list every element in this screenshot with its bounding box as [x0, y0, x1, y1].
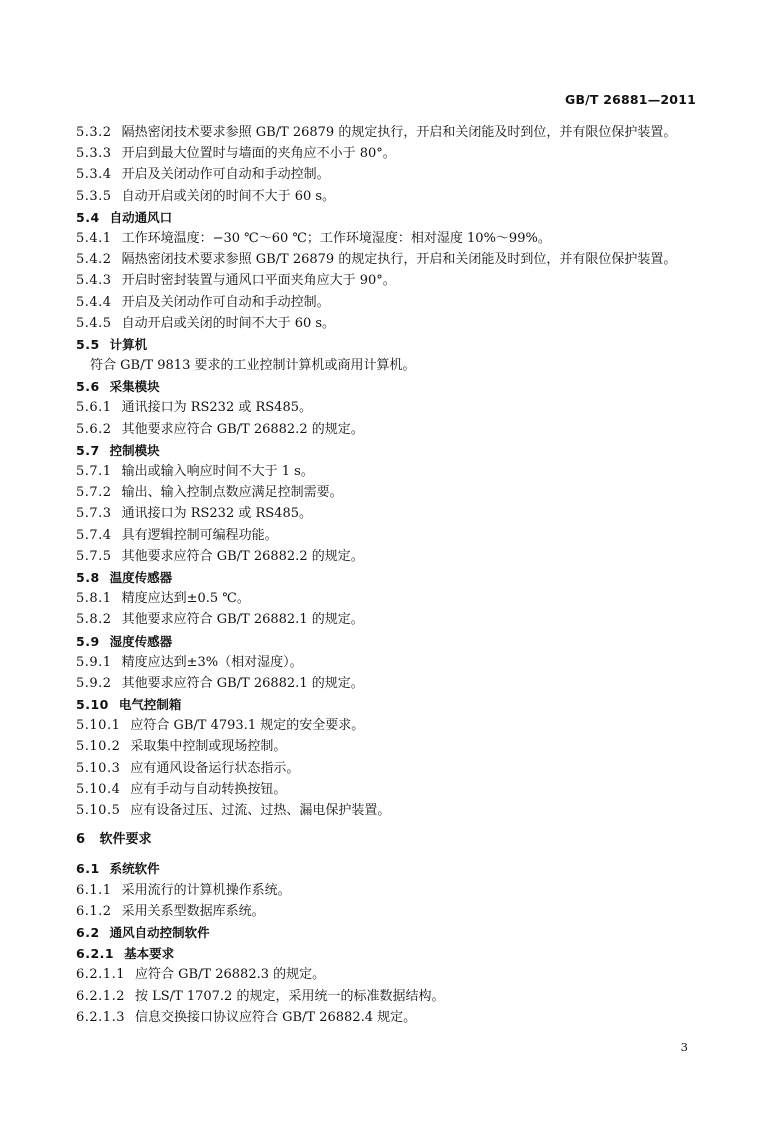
- clause-text: 开启时密封装置与通风口平面夹角应大于 90°。: [121, 273, 396, 289]
- document-body: [76, 122, 706, 1028]
- clause-line: [76, 715, 706, 736]
- clause-number: 6: [76, 832, 86, 848]
- clause-text: 自动通风口: [109, 209, 173, 225]
- clause-number: 5.6: [76, 379, 100, 395]
- clause-number: 5.7.4: [76, 527, 112, 543]
- clause-text: 应有通风设备运行状态指示。: [130, 760, 300, 776]
- clause-text: 应符合 GB/T 26882.3 的规定。: [134, 967, 326, 983]
- clause-text: 自动开启或关闭的时间不大于 60 s。: [121, 315, 336, 331]
- clause-number: 5.9.1: [76, 654, 112, 670]
- clause-text: 电气控制箱: [118, 697, 182, 713]
- clause-text: 系统软件: [109, 861, 160, 877]
- clause-number: 5.7.2: [76, 485, 112, 501]
- clause-number: 5.3.4: [76, 167, 112, 183]
- clause-line: [76, 313, 706, 334]
- clause-text: 其他要求应符合 GB/T 26882.1 的规定。: [121, 612, 364, 628]
- clause-number: 5.5: [76, 336, 100, 352]
- clause-text: 计算机: [109, 336, 148, 352]
- clause-text: 应有设备过压、过流、过热、漏电保护装置。: [130, 803, 391, 818]
- clause-text: 精度应达到±0.5 ℃。: [121, 591, 250, 607]
- clause-line: [76, 482, 706, 503]
- clause-text: 通讯接口为 RS232 或 RS485。: [121, 400, 312, 416]
- clause-text: 采用关系型数据库系统。: [121, 903, 265, 919]
- clause-number: 5.7.3: [76, 506, 112, 522]
- clause-line: [76, 736, 706, 757]
- clause-line: [76, 758, 706, 779]
- clause-number: 5.3.2: [76, 125, 112, 140]
- clause-text: 开启及关闭动作可自动和手动控制。: [121, 167, 330, 183]
- section-heading: [76, 631, 706, 652]
- section-heading: [76, 829, 706, 850]
- clause-line: [76, 249, 706, 270]
- clause-text: 应有手动与自动转换按钮。: [130, 781, 287, 797]
- section-heading: [76, 440, 706, 461]
- clause-line: [76, 1007, 706, 1028]
- clause-number: 5.10.3: [76, 760, 121, 776]
- clause-text: 其他要求应符合 GB/T 26882.2 的规定。: [121, 548, 364, 564]
- section-heading: [76, 334, 706, 355]
- clause-number: 5.3.5: [76, 188, 112, 204]
- clause-number: 6.1.1: [76, 882, 112, 898]
- clause-number: 5.7.5: [76, 548, 112, 564]
- clause-number: 5.4.4: [76, 294, 112, 310]
- section-heading: [76, 858, 706, 879]
- clause-line: [76, 546, 706, 567]
- section-heading: [76, 943, 706, 964]
- clause-number: 5.4.1: [76, 230, 112, 246]
- clause-text: 按 LS/T 1707.2 的规定，采用统一的标准数据结构。: [134, 988, 445, 1004]
- clause-line: [76, 397, 706, 418]
- clause-line: [76, 355, 706, 376]
- clause-number: 5.4.2: [76, 252, 112, 268]
- clause-number: 6.2.1.2: [76, 988, 125, 1004]
- clause-number: 5.10.1: [76, 718, 121, 734]
- clause-number: 5.7.1: [76, 464, 112, 479]
- clause-line: [76, 588, 706, 609]
- clause-text: 采集模块: [109, 379, 160, 395]
- clause-line: [76, 122, 706, 143]
- clause-number: 5.8: [76, 569, 100, 585]
- clause-number: 5.3.3: [76, 146, 112, 162]
- clause-number: 5.10.4: [76, 781, 121, 797]
- clause-number: 6.2.1.3: [76, 1009, 125, 1025]
- clause-number: 5.7: [76, 442, 100, 458]
- clause-text: 精度应达到±3%（相对湿度）。: [121, 654, 303, 670]
- clause-line: [76, 292, 706, 313]
- section-heading: [76, 922, 706, 943]
- clause-number: 5.10: [76, 697, 109, 713]
- clause-line: [76, 228, 706, 249]
- clause-number: 6.1: [76, 861, 100, 877]
- clause-line: [76, 779, 706, 800]
- section-heading: [76, 207, 706, 228]
- clause-line: [76, 800, 706, 821]
- clause-number: 5.4: [76, 209, 100, 225]
- clause-number: 5.8.1: [76, 591, 112, 607]
- clause-text: 具有逻辑控制可编程功能。: [121, 527, 278, 543]
- document-id: GB/T 26881—2011: [564, 92, 696, 107]
- clause-line: [76, 986, 706, 1007]
- clause-line: [76, 609, 706, 630]
- clause-number: 5.9.2: [76, 675, 112, 691]
- clause-text: 温度传感器: [109, 569, 173, 585]
- clause-text: 隔热密闭技术要求参照 GB/T 26879 的规定执行，开启和关闭能及时到位，并有限位保护装置。: [121, 252, 677, 268]
- clause-text: 工作环境温度：−30 ℃～60 ℃；工作环境湿度：相对湿度 10%～99%。: [121, 230, 551, 246]
- clause-line: [76, 164, 706, 185]
- clause-line: [76, 652, 706, 673]
- clause-text: 采取集中控制或现场控制。: [130, 739, 287, 755]
- clause-text: 通讯接口为 RS232 或 RS485。: [121, 506, 312, 522]
- clause-text: 软件要求: [99, 832, 152, 848]
- clause-text: 开启及关闭动作可自动和手动控制。: [121, 294, 330, 310]
- clause-number: 5.10.5: [76, 803, 121, 818]
- clause-text: 其他要求应符合 GB/T 26882.2 的规定。: [121, 421, 364, 437]
- clause-text: 符合 GB/T 9813 要求的工业控制计算机或商用计算机。: [90, 358, 416, 374]
- clause-text: 通风自动控制软件: [109, 924, 210, 940]
- clause-line: [76, 143, 706, 164]
- clause-number: 6.2: [76, 924, 100, 940]
- clause-number: 5.6.2: [76, 421, 112, 437]
- clause-line: [76, 964, 706, 985]
- clause-line: [76, 901, 706, 922]
- clause-text: 开启到最大位置时与墙面的夹角应不小于 80°。: [121, 146, 396, 162]
- clause-line: [76, 525, 706, 546]
- clause-number: 5.6.1: [76, 400, 112, 416]
- clause-text: 输出或输入响应时间不大于 1 s。: [121, 464, 314, 479]
- clause-line: [76, 503, 706, 524]
- clause-line: [76, 186, 706, 207]
- page-number: 3: [680, 1040, 688, 1054]
- section-heading: [76, 694, 706, 715]
- clause-number: 5.8.2: [76, 612, 112, 628]
- section-heading: [76, 567, 706, 588]
- clause-text: 采用流行的计算机操作系统。: [121, 882, 291, 898]
- clause-line: [76, 419, 706, 440]
- clause-number: 5.4.3: [76, 273, 112, 289]
- clause-text: 隔热密闭技术要求参照 GB/T 26879 的规定执行，开启和关闭能及时到位，并有限位保护装置。: [121, 125, 677, 140]
- clause-number: 6.1.2: [76, 903, 112, 919]
- clause-line: [76, 461, 706, 482]
- clause-number: 6.2.1: [76, 946, 115, 962]
- clause-text: 湿度传感器: [109, 633, 173, 649]
- clause-text: 输出、输入控制点数应满足控制需要。: [121, 485, 343, 501]
- clause-text: 控制模块: [109, 442, 160, 458]
- clause-text: 基本要求: [124, 946, 175, 962]
- section-heading: [76, 376, 706, 397]
- clause-text: 应符合 GB/T 4793.1 规定的安全要求。: [130, 718, 365, 734]
- clause-number: 6.2.1.1: [76, 967, 125, 983]
- clause-text: 其他要求应符合 GB/T 26882.1 的规定。: [121, 675, 364, 691]
- clause-number: 5.10.2: [76, 739, 121, 755]
- clause-line: [76, 270, 706, 291]
- clause-number: 5.4.5: [76, 315, 112, 331]
- clause-line: [76, 673, 706, 694]
- clause-text: 自动开启或关闭的时间不大于 60 s。: [121, 188, 336, 204]
- clause-text: 信息交换接口协议应符合 GB/T 26882.4 规定。: [134, 1009, 417, 1025]
- clause-number: 5.9: [76, 633, 100, 649]
- clause-line: [76, 880, 706, 901]
